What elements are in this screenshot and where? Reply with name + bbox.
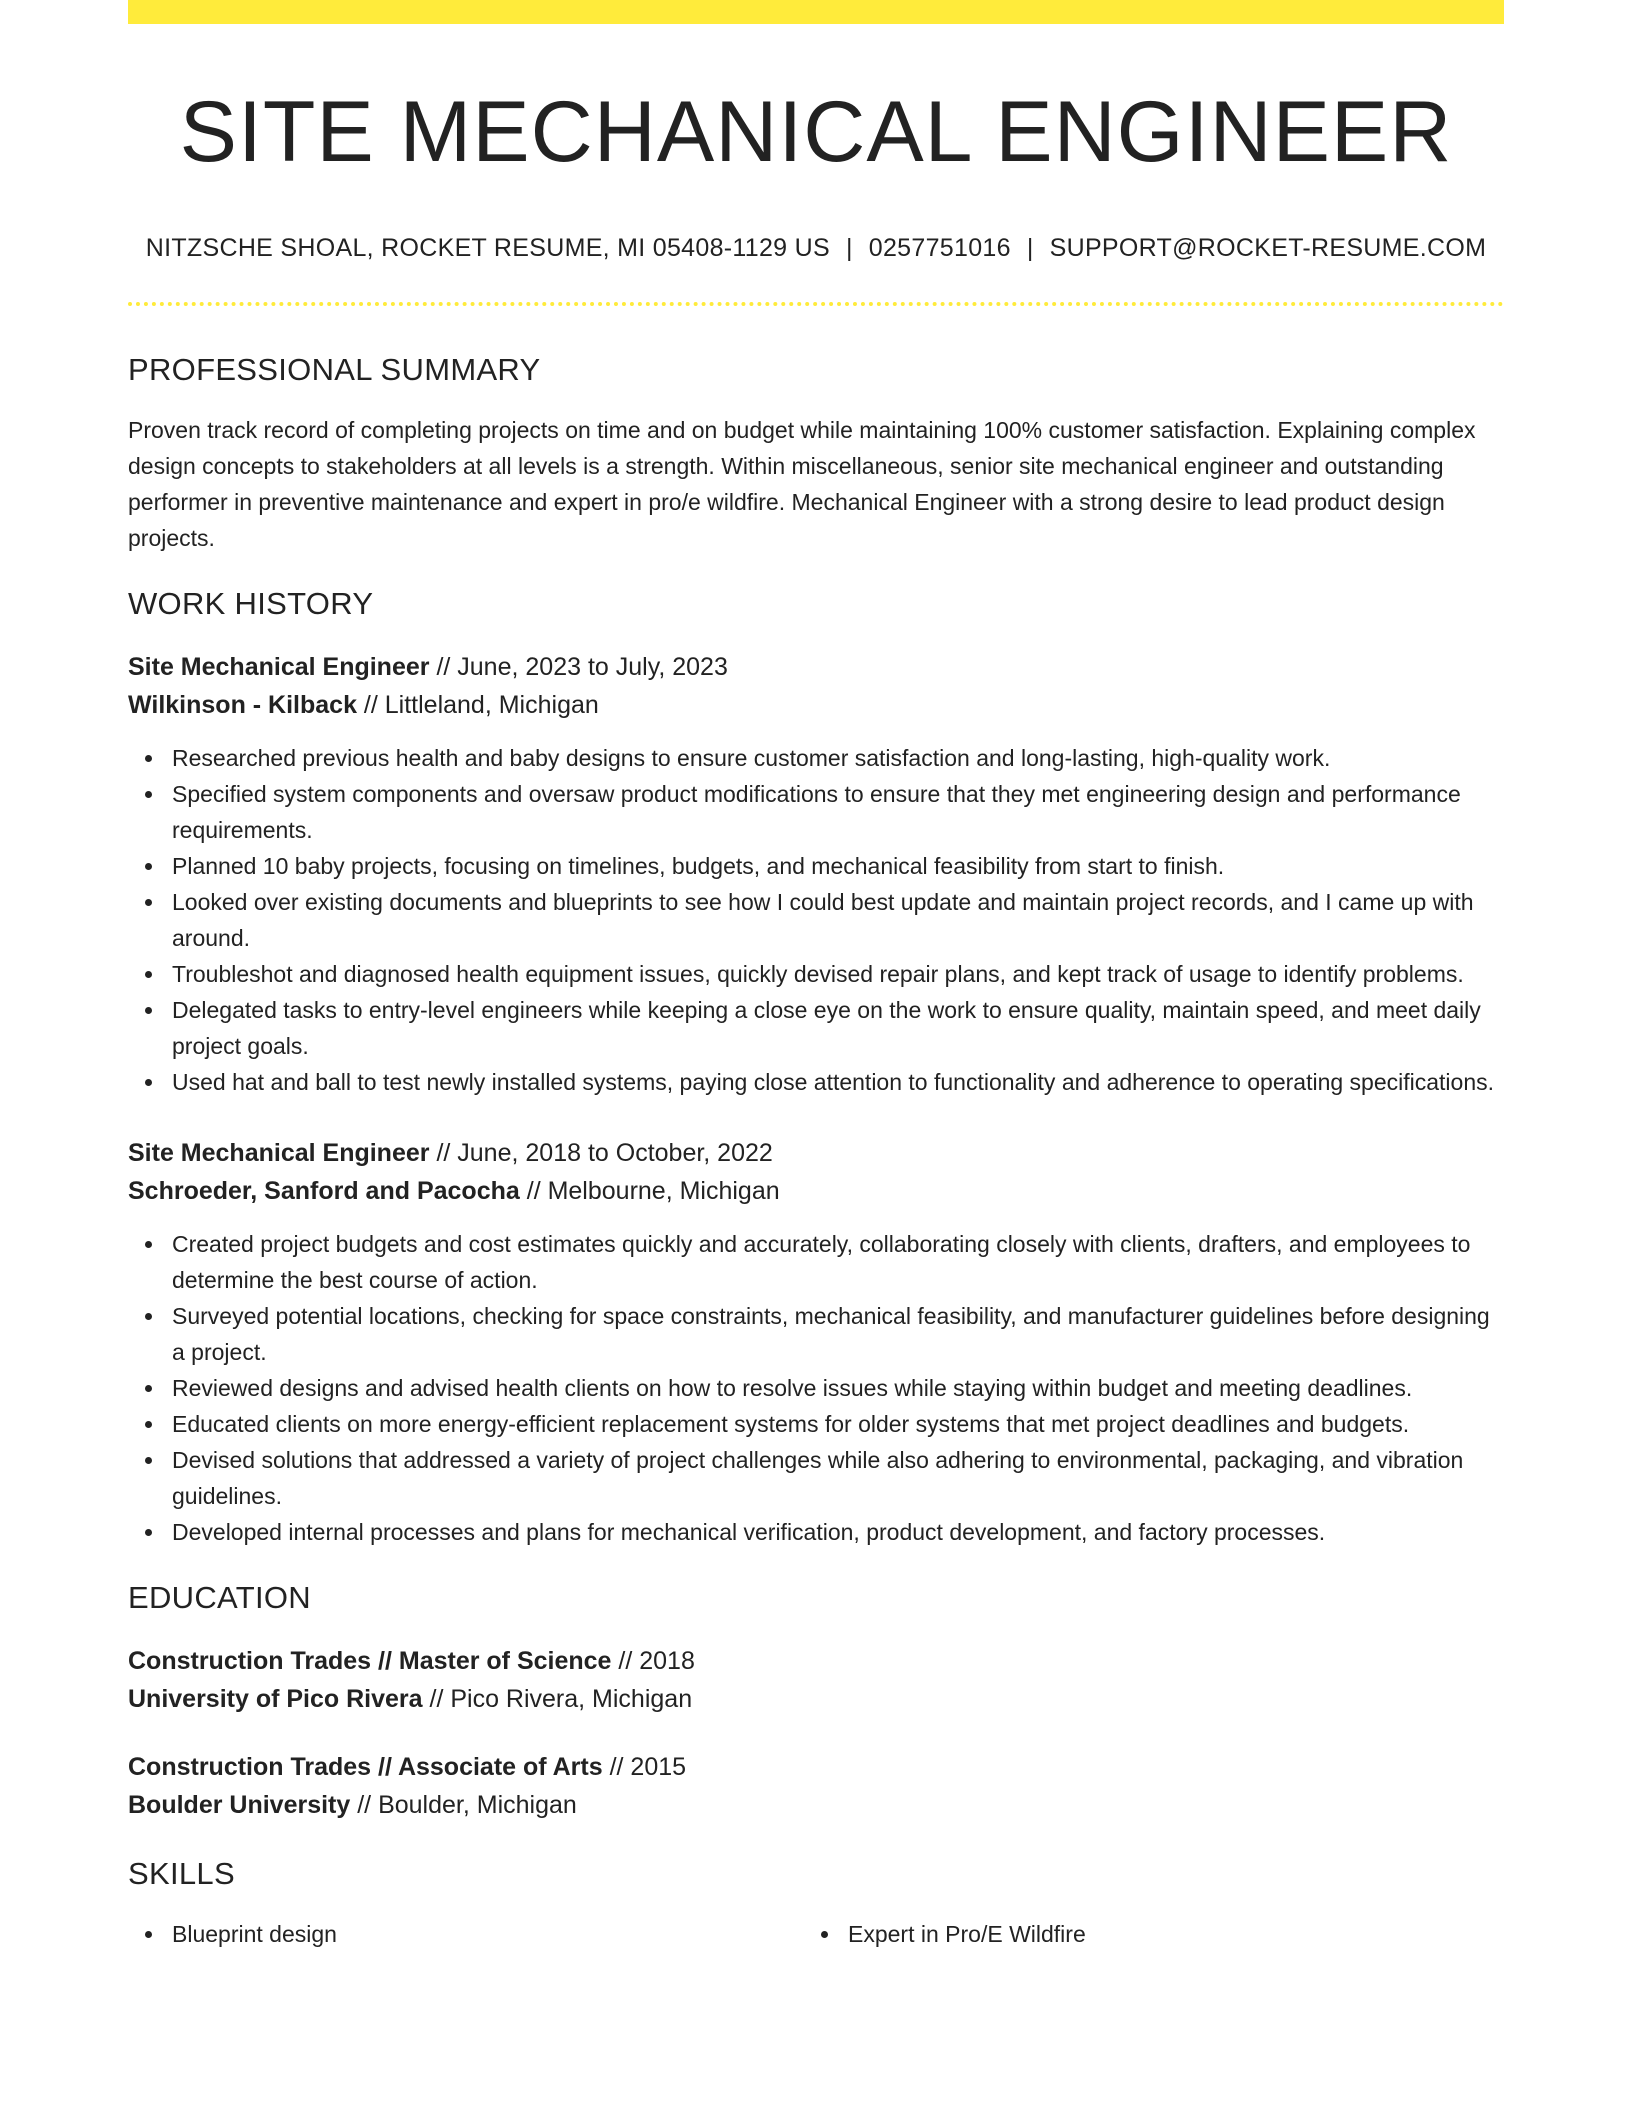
contact-address: NITZSCHE SHOAL, ROCKET RESUME, MI 05408-1129 US [145, 234, 830, 262]
list-item: Used hat and ball to test newly installed systems, paying close attention to functionality and adherence to operating specifications. [172, 1064, 1504, 1100]
job-company-line [128, 1172, 1504, 1210]
contact-separator: | [845, 234, 853, 262]
list-item: Researched previous health and baby designs to ensure customer satisfaction and long-lasting, high-quality work. [172, 740, 1504, 776]
education-entry [128, 1642, 1504, 1718]
list-item: Troubleshot and diagnosed health equipment issues, quickly devised repair plans, and kept track of usage to identify problems. [172, 956, 1504, 992]
job-dates: // June, 2018 to October, 2022 [429, 1139, 773, 1167]
job-company: Schroeder, Sanford and Pacocha [128, 1177, 520, 1205]
resume-page [128, 0, 1504, 1952]
list-item: Devised solutions that addressed a variety of project challenges while also adhering to environmental, packaging, and vibration guidelines. [172, 1442, 1504, 1514]
skills-grid [128, 1916, 1504, 1952]
job-bullet-list [128, 740, 1504, 1100]
dotted-divider [128, 302, 1504, 306]
contact-line [128, 232, 1504, 264]
contact-separator: | [1026, 234, 1034, 262]
accent-top-bar [128, 0, 1504, 24]
degree-line [128, 1642, 1504, 1680]
school-location: // Boulder, Michigan [350, 1791, 577, 1819]
job-entry [128, 648, 1504, 1100]
job-bullet-list [128, 1226, 1504, 1550]
job-dates: // June, 2023 to July, 2023 [429, 653, 728, 681]
school-line [128, 1786, 1504, 1824]
summary-heading: PROFESSIONAL SUMMARY [128, 352, 541, 387]
school-line [128, 1680, 1504, 1718]
list-item: Delegated tasks to entry-level engineers while keeping a close eye on the work to ensure quality, maintain speed, and meet daily project goals. [172, 992, 1504, 1064]
contact-phone: 0257751016 [868, 234, 1011, 262]
degree-year: // 2015 [602, 1753, 687, 1781]
degree: Construction Trades // Associate of Arts [128, 1753, 603, 1781]
skills-column-left [128, 1916, 804, 1952]
job-entry [128, 1134, 1504, 1550]
list-item: Developed internal processes and plans for mechanical verification, product development, and factory processes. [172, 1514, 1504, 1550]
page-title: SITE MECHANICAL ENGINEER [179, 84, 1453, 180]
skills-heading: SKILLS [128, 1856, 235, 1891]
list-item: Looked over existing documents and blueprints to see how I could best update and maintain project records, and I came up with around. [172, 884, 1504, 956]
school: Boulder University [128, 1791, 351, 1819]
summary-text: Proven track record of completing projects on time and on budget while maintaining 100% customer satisfaction. Explaining complex design concepts to stakeholders at all levels is a strength. Within miscellaneous, senior site mechanical engineer and outstanding performer in preventive maintenance and expert in pro/e wildfire. Mechanical Engineer with a strong desire to lead product design projects. [128, 417, 1476, 551]
degree-line [128, 1748, 1504, 1786]
job-role: Site Mechanical Engineer [128, 1139, 430, 1167]
list-item: Specified system components and oversaw product modifications to ensure that they met engineering design and performance requirements. [172, 776, 1504, 848]
work-history-heading: WORK HISTORY [128, 586, 374, 621]
education-entry [128, 1748, 1504, 1824]
job-company: Wilkinson - Kilback [128, 691, 357, 719]
job-location: // Melbourne, Michigan [519, 1177, 780, 1205]
job-location: // Littleland, Michigan [356, 691, 599, 719]
contact-email: SUPPORT@ROCKET-RESUME.COM [1049, 234, 1487, 262]
skill-item: Expert in Pro/E Wildfire [848, 1916, 1480, 1952]
list-item: Reviewed designs and advised health clients on how to resolve issues while staying within budget and meeting deadlines. [172, 1370, 1504, 1406]
education-heading: EDUCATION [128, 1580, 311, 1615]
degree-year: // 2018 [611, 1647, 695, 1675]
list-item: Educated clients on more energy-efficient replacement systems for older systems that met project deadlines and budgets. [172, 1406, 1504, 1442]
skill-item: Blueprint design [172, 1916, 804, 1952]
school: University of Pico Rivera [128, 1685, 423, 1713]
list-item: Planned 10 baby projects, focusing on timelines, budgets, and mechanical feasibility from start to finish. [172, 848, 1504, 884]
skills-list [128, 1916, 804, 1952]
skills-list [804, 1916, 1480, 1952]
list-item: Created project budgets and cost estimates quickly and accurately, collaborating closely with clients, drafters, and employees to determine the best course of action. [172, 1226, 1504, 1298]
degree: Construction Trades // Master of Science [128, 1647, 612, 1675]
job-company-line [128, 686, 1504, 724]
job-title-line [128, 1134, 1504, 1172]
school-location: // Pico Rivera, Michigan [422, 1685, 693, 1713]
list-item: Surveyed potential locations, checking for space constraints, mechanical feasibility, and manufacturer guidelines before designing a project. [172, 1298, 1504, 1370]
skills-column-right [804, 1916, 1480, 1952]
job-title-line [128, 648, 1504, 686]
job-role: Site Mechanical Engineer [128, 653, 430, 681]
